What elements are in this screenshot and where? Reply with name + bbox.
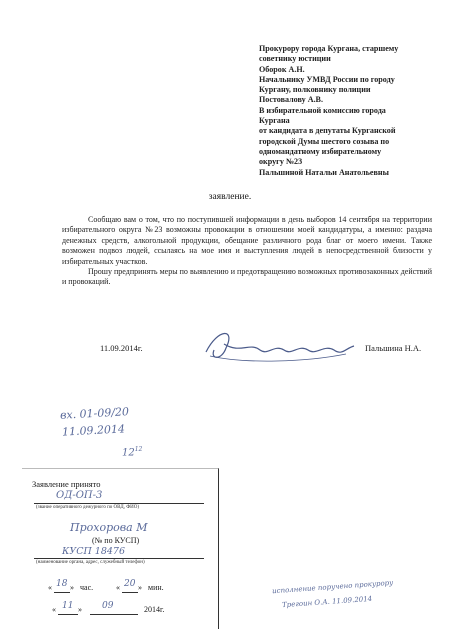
stamp-caption: (звание оперативного дежурного по ОВД, ФИО) <box>36 505 140 510</box>
addressee-line: округу №23 <box>259 157 303 167</box>
handwritten-incoming-time: $12^{12}$ <box>122 446 143 459</box>
quote-mark: » <box>138 583 142 592</box>
handwritten-hour: 18 <box>56 579 68 589</box>
addressee-line: городской Думы шестого созыва по <box>259 136 390 146</box>
handwritten-incoming-number: вх. 01-09/20 <box>59 405 130 422</box>
stamp-line <box>58 614 78 615</box>
stamp-line <box>90 614 138 615</box>
addressee-block <box>259 44 449 178</box>
addressee-line: Кургану, полковнику полиции <box>259 85 371 95</box>
signer-name: Пальшина Н.А. <box>365 343 422 353</box>
stamp-line <box>54 592 70 593</box>
hour-label: час. <box>80 583 94 592</box>
handwritten-resolution: исполнение поручено прокурору <box>271 578 394 596</box>
quote-mark: « <box>116 583 120 592</box>
minute-label: мин. <box>148 583 164 592</box>
addressee-line: В избирательной комиссию города <box>259 105 386 115</box>
handwritten-signature <box>196 322 364 372</box>
quote-mark: « <box>48 583 52 592</box>
handwritten-incoming-date: 11.09.2014 <box>61 422 126 439</box>
handwritten-kusp-number: КУСП 18476 <box>62 546 126 557</box>
handwritten-minute: 20 <box>124 579 136 589</box>
handwritten-resolution-signature: Трегоин О.А. 11.09.2014 <box>281 594 373 610</box>
document-date: 11.09.2014г. <box>100 343 143 353</box>
stamp-caption: (наименование органа, адрес, служебный телефон) <box>36 560 145 565</box>
addressee-line: Оборок А.Н. <box>259 64 305 74</box>
addressee-line: Постовалову А.В. <box>259 95 323 105</box>
kusp-label: (№ по КУСП) <box>92 536 140 545</box>
addressee-line: одномандатному избирательному <box>259 146 382 156</box>
addressee-line: от кандидата в депутаты Курганской <box>259 126 396 136</box>
stamp-title: Заявление принято <box>32 479 101 489</box>
quote-mark: « <box>52 605 56 614</box>
addressee-line: Начальнику УМВД России по городу <box>259 74 395 84</box>
stamp-line <box>34 503 204 504</box>
quote-mark: » <box>70 583 74 592</box>
stamp-line <box>34 558 204 559</box>
handwritten-day: 11 <box>62 601 74 611</box>
handwritten-stamp-officer: Прохорова М <box>70 521 148 534</box>
stamp-line <box>122 592 138 593</box>
document-title: заявление. <box>208 192 252 202</box>
body-paragraph: Сообщаю вам о том, что по поступившей информации в день выборов 14 сентября на территории избирательного округа №23 возможны провокации в отношении моей кандидатуры, а именно: раздача денежных средств, алкогольной продукции, обещание различного рода благ от моего имени. Также возможен подвоз людей, ссылаясь на мое имя и выступления людей в непосредственной близости у избирательных участков. <box>62 215 432 266</box>
addressee-line: Пальшиной Натальи Анатольевны <box>259 167 389 177</box>
body-paragraph: Прошу предпринять меры по выявлению и предотвращению возможных противозаконных действий и провокаций. <box>62 267 432 287</box>
addressee-line: Кургана <box>259 116 290 126</box>
addressee-line: Прокурору города Кургана, старшему <box>259 44 399 53</box>
year-label: 2014г. <box>144 605 165 614</box>
document-body <box>62 215 432 288</box>
handwritten-stamp-unit: ОД-ОП-3 <box>56 490 103 501</box>
quote-mark: » <box>78 605 82 614</box>
handwritten-month: 09 <box>102 601 114 611</box>
addressee-line: советнику юстиции <box>259 54 331 64</box>
